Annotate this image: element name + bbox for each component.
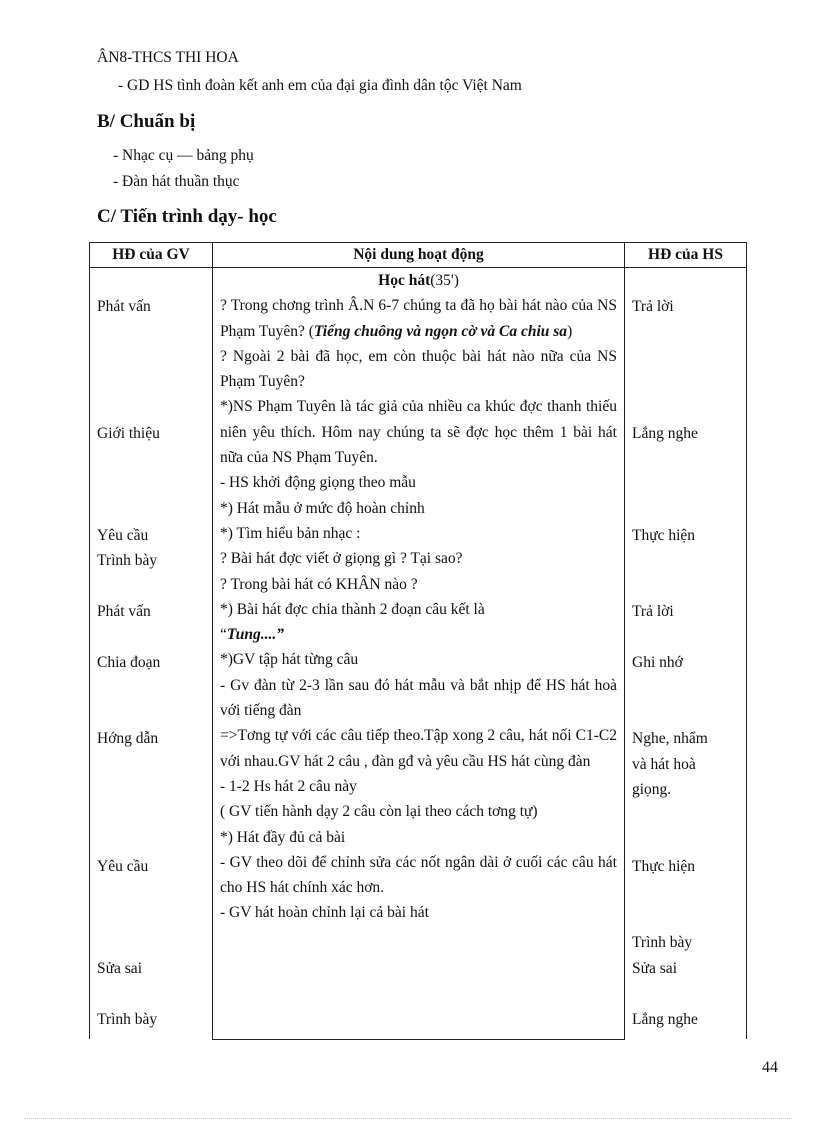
prep-item: - Nhạc cụ — bảng phụ <box>113 147 254 164</box>
hs-item: Trả lời <box>632 298 674 315</box>
content-column <box>213 268 625 1040</box>
teacher-activity-column <box>90 268 213 1040</box>
hs-item: Sửa sai <box>632 960 677 977</box>
lesson-plan-table <box>89 242 747 1040</box>
hs-item: Nghe, nhẩm <box>632 730 708 747</box>
section-b-title: B/ Chuẩn bị <box>97 111 196 132</box>
student-activity-column <box>625 268 747 1040</box>
gv-item: Hớng dẫn <box>97 730 159 747</box>
content-paragraph: ? Bài hát đợc viết ở giọng gì ? Tại sao? <box>220 550 463 568</box>
gv-item: Giới thiệu <box>97 425 160 442</box>
table-header-row <box>90 243 747 268</box>
gv-item: Chia đoạn <box>97 654 161 671</box>
prep-item: - Đàn hát thuần thục <box>113 173 240 190</box>
learn-singing-subheading: Học hát(35') <box>378 272 459 289</box>
hs-item: Trình bày <box>632 934 693 951</box>
hs-item: Trả lời <box>632 603 674 620</box>
gv-item: Trình bày <box>97 552 158 569</box>
header-student-activity: HĐ của HS <box>625 243 747 268</box>
hs-item: Thực hiện <box>632 858 696 875</box>
content-paragraph: *) Hát đầy đủ cả bài <box>220 828 346 846</box>
gv-item: Sửa sai <box>97 960 142 977</box>
content-paragraph: ? Trong bài hát có KHÂN nào ? <box>220 575 418 593</box>
page-number: 44 <box>762 1059 778 1076</box>
content-paragraph: ? Ngoài 2 bài đã học, em còn thuộc bài hát nào nữa của NS Phạm Tuyên? <box>220 347 617 391</box>
gv-item: Trình bày <box>97 1011 158 1028</box>
gv-item: Yêu cầu <box>97 858 149 875</box>
content-paragraph: - HS khởi động giọng theo mẫu <box>220 474 416 492</box>
hs-item: Lắng nghe <box>632 425 698 442</box>
hs-item: Thực hiện <box>632 527 696 544</box>
table-body-row <box>90 268 747 1040</box>
hs-item: và hát hoà <box>632 756 696 773</box>
header-content: Nội dung hoạt động <box>213 243 625 268</box>
hs-item: Lắng nghe <box>632 1011 698 1028</box>
content-paragraph: *)GV tập hát từng câu <box>220 651 359 669</box>
content-paragraph: *) Bài hát đợc chia thành 2 đoạn câu kết là “Tung....” <box>220 600 485 644</box>
content-paragraph: - GV theo dõi để chỉnh sửa các nốt ngân dài ở cuối các câu hát cho HS hát chính xác hơn. <box>220 853 617 897</box>
content-paragraph: ? Trong chơng trình Â.N 6-7 chúng ta đã họ bài hát nào của NS Phạm Tuyên? (Tiếng chuông và ngọn cờ và Ca chiu sa) <box>220 297 617 340</box>
content-paragraph: *) Hát mẫu ở mức độ hoàn chỉnh <box>220 499 425 517</box>
hs-item: Ghi nhớ <box>632 654 683 671</box>
content-paragraph: *) Tìm hiểu bản nhạc : <box>220 524 361 542</box>
content-paragraph: - 1-2 Hs hát 2 câu này <box>220 777 357 795</box>
education-goal: - GD HS tình đoàn kết anh em của đại gia đình dân tộc Việt Nam <box>118 77 522 94</box>
gv-item: Phát vấn <box>97 603 151 620</box>
page-bottom-divider <box>24 1118 792 1119</box>
section-c-title: C/ Tiến trình dạy- học <box>97 206 277 227</box>
content-paragraph: - GV hát hoàn chỉnh lại cả bài hát <box>220 904 429 922</box>
header-teacher-activity: HĐ của GV <box>90 243 213 268</box>
content-paragraph: =>Tơng tự với các câu tiếp theo.Tập xong 2 câu, hát nối C1-C2 với nhau.GV hát 2 câu , đàn gđ và yêu cầu HS hát cùng đàn <box>220 727 617 770</box>
gv-item: Phát vấn <box>97 298 151 315</box>
content-paragraph: ( GV tiến hành dạy 2 câu còn lại theo cách tơng tự) <box>220 803 538 821</box>
content-paragraph: - Gv đàn từ 2-3 lần sau đó hát mẫu và bắt nhịp để HS hát hoà với tiếng đàn <box>220 676 617 720</box>
school-header: ÂN8-THCS THI HOA <box>97 49 239 66</box>
content-paragraph: *)NS Phạm Tuyên là tác giả của nhiều ca khúc đợc thanh thiếu niên yêu thích. Hôm nay chúng ta sẽ đợc học thêm 1 bài hát nữa của NS Phạm Tuyên. <box>220 398 617 467</box>
gv-item: Yêu cầu <box>97 527 149 544</box>
hs-item: giọng. <box>632 781 672 798</box>
